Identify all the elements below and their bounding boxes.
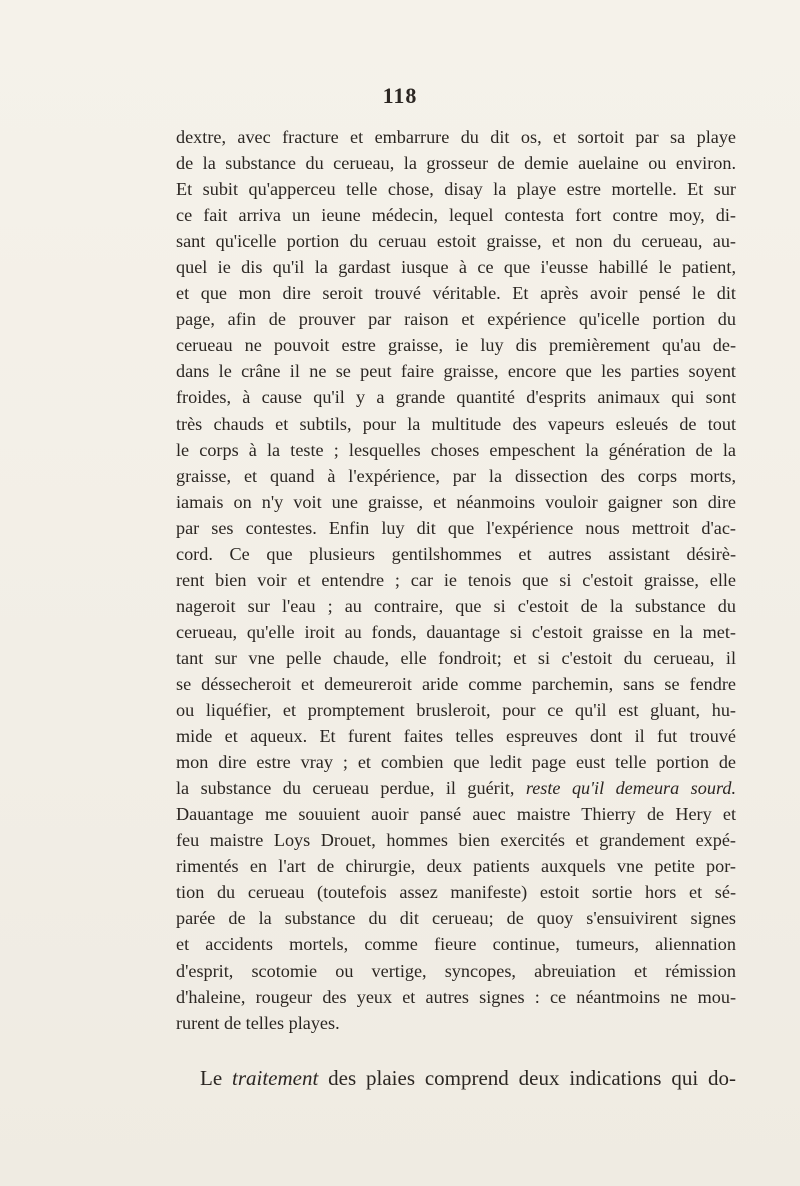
- text-line-content: graisse, et quand à l'expérience, par la dissection des corps morts,: [176, 465, 736, 486]
- text-line: [176, 202, 736, 228]
- text-line-content: rurent de telles playes.: [176, 1012, 340, 1033]
- text-line-content: par ses contestes. Enfin luy dit que l'expérience nous mettroit d'ac-: [176, 517, 736, 538]
- text-line: [176, 619, 736, 645]
- text-line: [176, 541, 736, 567]
- text-line: [176, 801, 736, 827]
- text-line: [176, 879, 736, 905]
- text-line: [176, 384, 736, 410]
- text-line: [176, 984, 736, 1010]
- text-line-content: parée de la substance du dit cerueau; de quoy s'ensuivirent signes: [176, 908, 736, 929]
- text-line-content: et accidents mortels, comme fieure continue, tumeurs, aliennation: [176, 934, 736, 955]
- next-paragraph-end: des plaies comprend deux indications qui do-: [318, 1066, 736, 1090]
- text-line-content: le corps à la teste ; lesquelles choses empeschent la génération de la: [176, 439, 736, 460]
- paragraph: [176, 124, 736, 1036]
- text-line: [176, 931, 736, 957]
- text-line: [176, 332, 736, 358]
- text-line-content: cerueau ne pouvoit estre graisse, ie luy dis premièrement qu'au de-: [176, 335, 736, 356]
- text-line-content: feu maistre Loys Drouet, hommes bien exercités et grandement expé-: [176, 830, 736, 851]
- text-line-content: nageroit sur l'eau ; au contraire, que si c'estoit de la substance du: [176, 595, 736, 616]
- text-line-content: très chauds et subtils, pour la multitude des vapeurs esleués de tout: [176, 413, 736, 434]
- text-line: [176, 228, 736, 254]
- next-paragraph-line: [200, 1064, 736, 1092]
- text-line-italic: reste qu'il demeura sourd.: [525, 778, 736, 799]
- text-line-content: dans le crâne il ne se peut faire graisse, encore que les parties soyent: [176, 361, 736, 382]
- text-line: [176, 280, 736, 306]
- text-line-content: dextre, avec fracture et embarrure du dit os, et sortoit par sa playe: [176, 127, 736, 147]
- text-line-content: d'haleine, rougeur des yeux et autres signes : ce néantmoins ne mou-: [176, 986, 736, 1007]
- text-line: [176, 827, 736, 853]
- text-line: [176, 306, 736, 332]
- text-line: [176, 775, 736, 801]
- text-line: [176, 723, 736, 749]
- text-line: [176, 150, 736, 176]
- text-line: [176, 1010, 736, 1036]
- text-line: [176, 254, 736, 280]
- text-line-content: page, afin de prouver par raison et expérience qu'icelle portion du: [176, 309, 736, 330]
- text-line-content: froides, à cause qu'il y a grande quantité d'esprits animaux qui sont: [176, 387, 736, 408]
- text-line: [176, 437, 736, 463]
- text-line-content: de la substance du cerueau, la grosseur de demie auelaine ou environ.: [176, 153, 736, 174]
- text-line-content: tion du cerueau (toutefois assez manifeste) estoit sortie hors et sé-: [176, 882, 736, 903]
- text-line-content: d'esprit, scotomie ou vertige, syncopes, abreuiation et rémission: [176, 960, 736, 981]
- page-number: 118: [382, 83, 418, 108]
- text-line: [176, 645, 736, 671]
- text-line-content: la substance du cerueau perdue, il guérit,: [176, 778, 526, 799]
- text-line-content: Et subit qu'apperceu telle chose, disay la playe estre mortelle. Et sur: [176, 179, 736, 200]
- text-line: [176, 515, 736, 541]
- text-line: [176, 749, 736, 775]
- text-line-content: rent bien voir et entendre ; car ie tenois que si c'estoit graisse, elle: [176, 569, 736, 590]
- text-line: [176, 358, 736, 384]
- text-line: [176, 593, 736, 619]
- text-line-content: et que mon dire seroit trouvé véritable. Et après avoir pensé le dit: [176, 283, 736, 304]
- text-line: [176, 489, 736, 515]
- next-paragraph-italic: traitement: [232, 1066, 319, 1090]
- text-line-content: iamais on n'y voit une graisse, et néanmoins vouloir gaigner son dire: [176, 491, 736, 512]
- text-line: [176, 905, 736, 931]
- text-line: [176, 124, 736, 150]
- text-line-content: sant qu'icelle portion du ceruau estoit graisse, et non du cerueau, au-: [176, 231, 736, 252]
- text-line-content: Dauantage me souuient auoir pansé auec maistre Thierry de Hery et: [176, 804, 736, 825]
- text-line-content: ou liquéfier, et promptement brusleroit, pour ce qu'il est gluant, hu-: [176, 700, 736, 721]
- text-line-content: mide et aqueux. Et furent faites telles espreuves dont il fut trouvé: [176, 726, 736, 747]
- text-line: [176, 958, 736, 984]
- text-line: [176, 176, 736, 202]
- text-line-content: se déssecheroit et demeureroit aride comme parchemin, sans se fendre: [176, 673, 736, 694]
- text-line: [176, 411, 736, 437]
- text-line-content: tant sur vne pelle chaude, elle fondroit; et si c'estoit du cerueau, il: [176, 647, 736, 668]
- text-line-content: ce fait arriva un ieune médecin, lequel contesta fort contre moy, di-: [176, 205, 736, 226]
- text-line: [176, 567, 736, 593]
- text-line-content: mon dire estre vray ; et combien que ledit page eust telle portion de: [176, 752, 736, 773]
- text-line: [176, 671, 736, 697]
- text-line-content: quel ie dis qu'il la gardast iusque à ce que i'eusse habillé le patient,: [176, 257, 736, 278]
- text-line: [176, 853, 736, 879]
- text-line: [176, 697, 736, 723]
- text-line-content: cord. Ce que plusieurs gentilshommes et autres assistant désirè-: [176, 543, 736, 564]
- text-line-content: cerueau, qu'elle iroit au fonds, dauantage si c'estoit graisse en la met-: [176, 621, 736, 642]
- next-paragraph-start: Le: [200, 1066, 232, 1090]
- text-line: [176, 463, 736, 489]
- text-line-content: rimentés en l'art de chirurgie, deux patients auxquels vne petite por-: [176, 856, 736, 877]
